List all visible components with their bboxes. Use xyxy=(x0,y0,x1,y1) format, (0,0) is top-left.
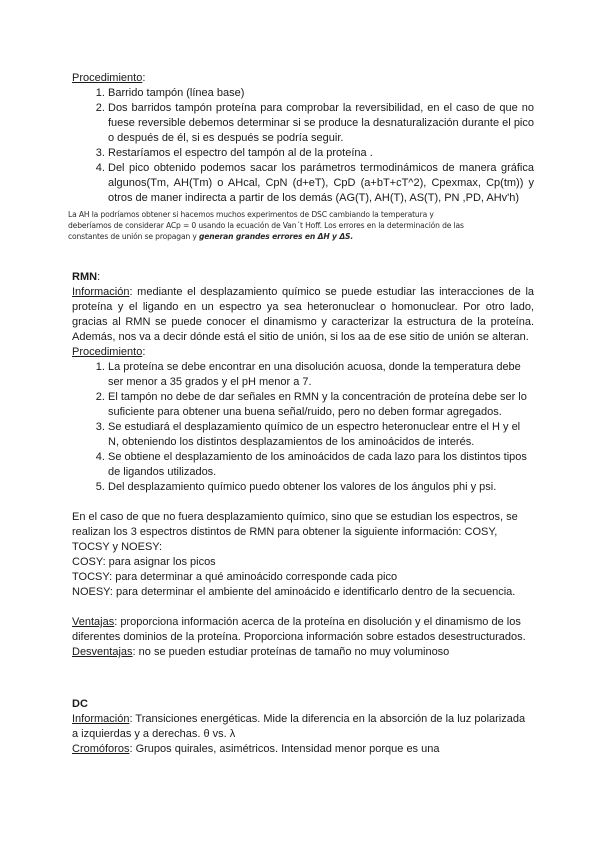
list-item: 1. Barrido tampón (línea base) xyxy=(108,86,534,101)
dc-info-label: Información xyxy=(72,713,130,725)
rmn-info-label: Información xyxy=(72,286,130,298)
document-page xyxy=(68,71,534,757)
cromoforos-label: Cromóforos xyxy=(72,743,130,755)
list-item: 3. Se estudiará el desplazamiento químico de un espectro heteronuclear entre el H y el N, obteniendo los distintos desplazamientos de los aminoácidos de interés. xyxy=(108,420,534,450)
scanned-note-line: La AH la podríamos obtener si hacemos muchos experimentos de DSC cambiando la temperatura y xyxy=(68,210,434,219)
list-item: 3. Restaríamos el espectro del tampón al de la proteína . xyxy=(108,146,534,161)
cosy-line: COSY: para asignar los picos xyxy=(72,556,216,568)
rmn-title: RMN xyxy=(72,271,98,283)
noesy-line: NOESY: para determinar el ambiente del aminoácido e identificarlo dentro de la secuencia. xyxy=(72,586,516,598)
rmn-paragraph: En el caso de que no fuera desplazamiento químico, sino que se estudian los espectros, se realizan los 3 espectros distintos de RMN para obtener la siguiente información: COSY, TOCSY y NOESY: xyxy=(72,511,518,553)
scanned-note-line: deberíamos de considerar ACp = 0 usando la ecuación de Van´t Hoff. Los errores en la determinación de las xyxy=(68,221,464,230)
rmn-heading: RMN: xyxy=(72,271,101,283)
scanned-note xyxy=(68,209,478,242)
rmn-procedimiento-heading: Procedimiento: xyxy=(72,346,146,358)
desventajas-label: Desventajas xyxy=(72,646,133,658)
list-item: 4. Del pico obtenido podemos sacar los parámetros termodinámicos de manera gráfica algunos(Tm, AH(Tm) o AHcal, CpN (d+eT), CpD (a+bT+cT^2), Cpexmax, Cp(tm)) y otros de maner indirecta a partir de los demás (AG(T), AH(T), AS(T), PN ,PD, AHv'h) xyxy=(108,161,534,206)
dc-info: Información: Transiciones energéticas. Mide la diferencia en la absorción de la luz polarizada a izquierdas y a derechas. θ vs. λ xyxy=(72,713,526,740)
desventajas-paragraph: Desventajas: no se pueden estudiar proteínas de tamaño no muy voluminoso xyxy=(72,646,450,658)
rmn-procedimiento-list xyxy=(72,360,534,495)
list-item: 4. Se obtiene el desplazamiento de los aminoácidos de cada lazo para los distintos tipos de ligandos utilizados. xyxy=(108,450,534,480)
tocsy-line: TOCSY: para determinar a qué aminoácido corresponde cada pico xyxy=(72,571,398,583)
dc-cromoforos: Cromóforos: Grupos quirales, asimétricos. Intensidad menor porque es una xyxy=(72,743,440,755)
procedimiento-label: Procedimiento xyxy=(72,72,143,84)
rmn-info: Información: mediante el desplazamiento químico se puede estudiar las interacciones de la proteína y el ligando en un espectro ya sea heteronuclear o homonuclear. Por otro lado, gracias al RMN se puede conocer el dinamismo y caracterizar la estructura de la proteína. Además, nos va a decir dónde está el sitio de unión, si los aa de ese sitio de unión se alteran. xyxy=(72,286,534,343)
procedimiento-heading: Procedimiento: xyxy=(72,72,146,84)
dc-title: DC xyxy=(72,698,88,710)
list-item: 5. Del desplazamiento químico puedo obtener los valores de los ángulos phi y psi. xyxy=(108,480,534,495)
scanned-note-line: constantes de unión se propagan y generan grandes errores en ΔH y ΔS. xyxy=(68,232,354,241)
ventajas-label: Ventajas xyxy=(72,616,115,628)
ventajas-paragraph: Ventajas: proporciona información acerca de la proteína en disolución y el dinamismo de los diferentes dominios de la proteína. Proporciona información sobre estados desestructurados. xyxy=(72,616,526,643)
list-item: 2. Dos barridos tampón proteína para comprobar la reversibilidad, en el caso de que no fuese reversible debemos determinar si se produce la desnaturalización durante el pico o después de él, si es después se podría seguir. xyxy=(108,101,534,146)
list-item: 2. El tampón no debe de dar señales en RMN y la concentración de proteína debe ser lo suficiente para obtener una buena señal/ruido, pero no deben formar agregados. xyxy=(108,390,534,420)
procedimiento-list xyxy=(72,86,534,206)
list-item: 1. La proteína se debe encontrar en una disolución acuosa, donde la temperatura debe ser menor a 35 grados y el pH menor a 7. xyxy=(108,360,534,390)
